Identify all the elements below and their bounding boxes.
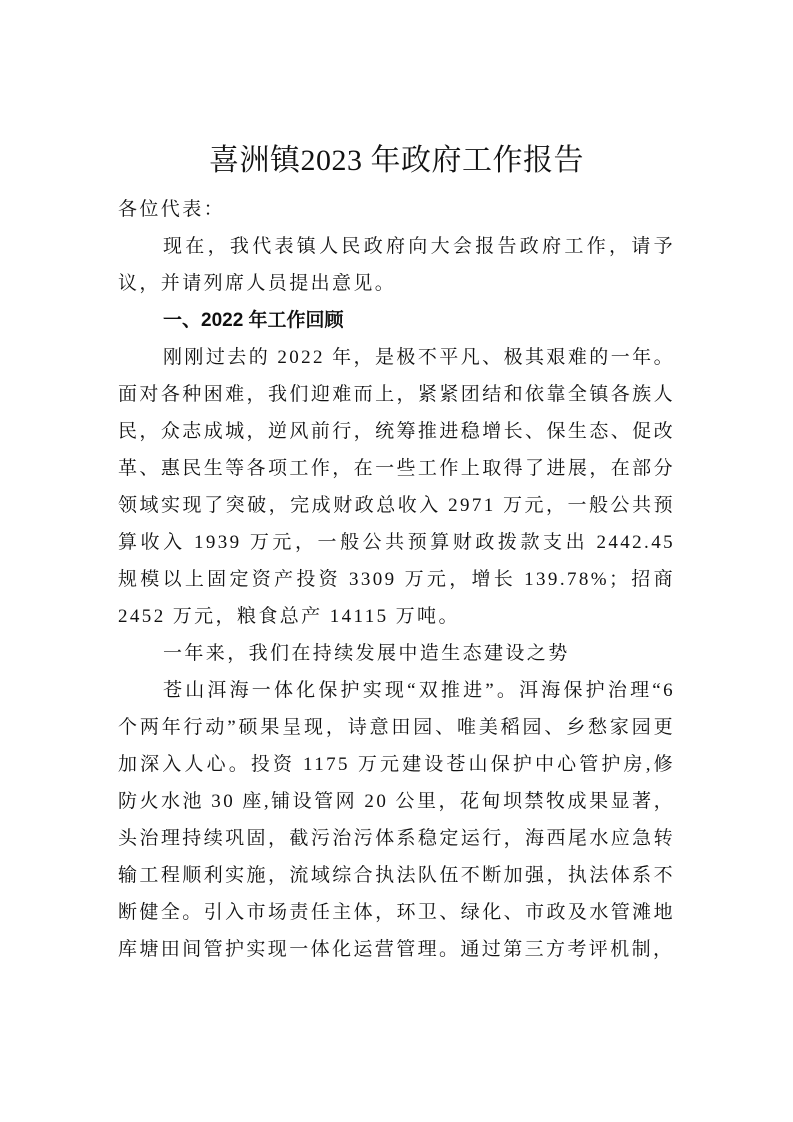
text-line: 一年来，我们在持续发展中造生态建设之势: [163, 643, 570, 664]
paragraph-intro: [118, 228, 675, 302]
text-line: 输工程顺利实施，流域综合执法队伍不断加强，执法体系不: [118, 865, 675, 886]
section-heading: 一、2022 年工作回顾: [163, 310, 344, 331]
text-line: 领域实现了突破，完成财政总收入 2971 万元，一般公共预: [118, 495, 675, 516]
text-line: 头治理持续巩固，截污治污体系稳定运行，海西尾水应急转: [118, 828, 675, 849]
document-body: [118, 191, 675, 968]
salutation: 各位代表：: [118, 199, 226, 220]
text-line: 面对各种困难，我们迎难而上，紧紧团结和依靠全镇各族人: [118, 384, 675, 405]
text-line: 2452 万元，粮食总产 14115 万吨。: [118, 606, 460, 627]
text-line: 革、惠民生等各项工作，在一些工作上取得了进展，在部分: [118, 458, 675, 479]
text-line: 个两年行动”硕果呈现，诗意田园、唯美稻园、乡愁家园更: [118, 717, 675, 738]
text-line: 议，并请列席人员提出意见。: [118, 273, 397, 294]
text-line: 现在，我代表镇人民政府向大会报告政府工作，请予: [163, 236, 675, 257]
paragraph-2022-review: [118, 339, 675, 635]
text-line: 防火水池 30 座,铺设管网 20 公里，花甸坝禁牧成果显著，: [118, 791, 675, 812]
text-line: 规模以上固定资产投资 3309 万元，增长 139.78%；招商: [118, 569, 675, 590]
paragraph-ecology-lead: [118, 635, 675, 672]
text-line: 刚刚过去的 2022 年，是极不平凡、极其艰难的一年。: [163, 347, 675, 368]
text-line: 断健全。引入市场责任主体，环卫、绿化、市政及水管滩地: [118, 902, 675, 923]
text-line: 库塘田间管护实现一体化运营管理。通过第三方考评机制，: [118, 939, 675, 960]
document-title: 喜洲镇2023 年政府工作报告: [209, 144, 584, 177]
text-line: 民，众志成城，逆风前行，统筹推进稳增长、保生态、促改: [118, 421, 675, 442]
text-line: 苍山洱海一体化保护实现“双推进”。洱海保护治理“6: [163, 680, 675, 701]
text-line: 加深入人心。投资 1175 万元建设苍山保护中心管护房,修: [118, 754, 675, 775]
text-line: 算收入 1939 万元，一般公共预算财政拨款支出 2442.45: [118, 532, 675, 553]
paragraph-cangshan-erhai: [118, 672, 675, 968]
